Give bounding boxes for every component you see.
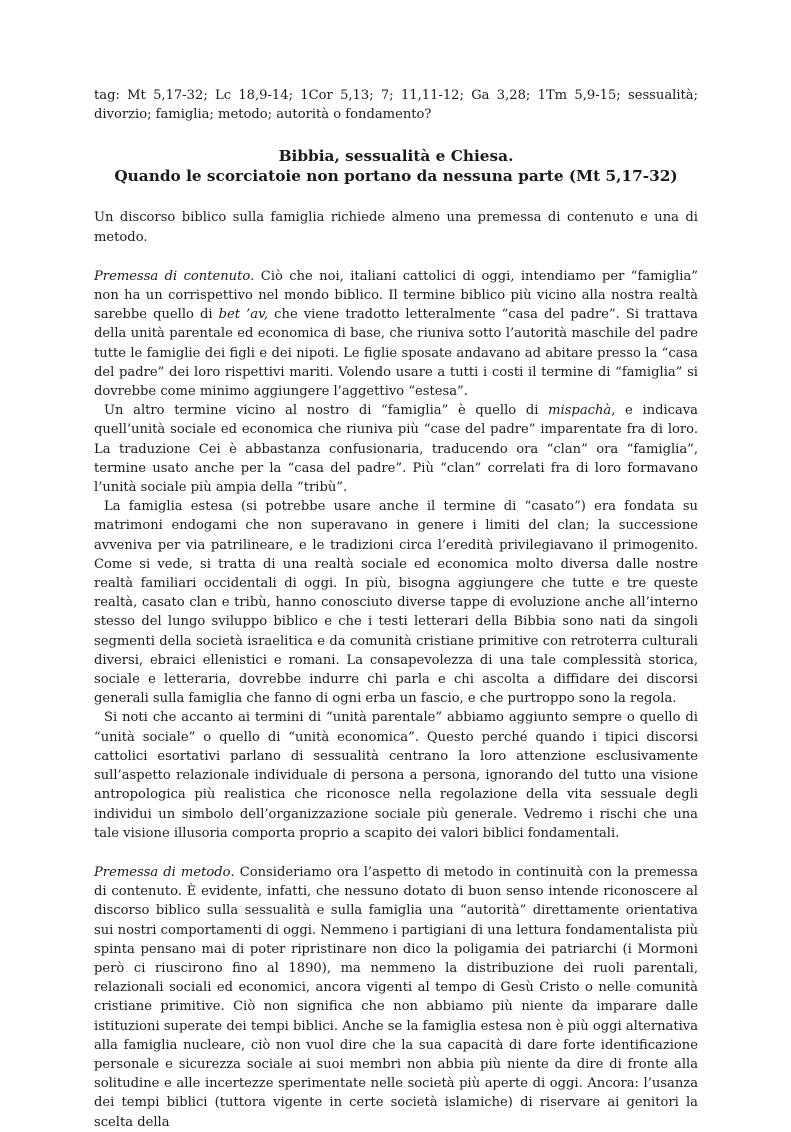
term-mispacha: mispachà bbox=[548, 403, 612, 419]
term-bet-av: bet ’av, bbox=[218, 307, 269, 323]
metodo-heading: Premessa di metodo bbox=[94, 864, 231, 880]
contenuto-paragraph-3: La famiglia estesa (si potrebbe usare anche il termine di “casato”) era fondata su matrimoni endogami che non superavano in genere i limiti del clan; la successione avveniva per via patrilineare, e le tradizioni circa l’eredità privilegiavano il primogenito. Come si vede, si tratta di una realtà sociale ed economica molto diversa dalle nostre realtà familiari occidentali di oggi. In più, bisogna aggiungere che tutte e tre queste realtà, casato clan e tribù, hanno conosciuto diverse tappe di evoluzione anche all’interno stesso del lungo sviluppo biblico e che i testi letterari della Bibbia sono nati da singoli segmenti della società israelitica e da comunità cristiane primitive con retroterra culturali diversi, ebraici ellenistici e romani. La consapevolezza di una tale complessità storica, sociale e letteraria, dovrebbe indurre chi parla e chi ascolta a diffidare dei discorsi generali sulla famiglia che fanno di ogni erba un fascio, e che purtroppo sono la regola. bbox=[94, 499, 698, 707]
title-line-1: Bibbia, sessualità e Chiesa. bbox=[278, 147, 514, 166]
contenuto-paragraph-2: Un altro termine vicino al nostro di “famiglia” è quello di mispachà, e indicava quell’unità sociale ed economica che riuniva più “case del padre” imparentate fra di loro. La traduzione Cei è abbastanza confusionaria, traducendo ora “clan” ora “famiglia”, termine usato anche per la “casa del padre”. Più “clan” correlati fra di loro formavano l’unità sociale più ampia della “tribù”. bbox=[94, 403, 698, 496]
tags-line: tag: Mt 5,17-32; Lc 18,9-14; 1Cor 5,13; 7; 11,11-12; Ga 3,28; 1Tm 5,9-15; sessualità; divorzio; famiglia; metodo; autorità o fondamento? bbox=[94, 88, 698, 123]
document-page bbox=[94, 86, 698, 1132]
contenuto-paragraph-1: Premessa di contenuto. Ciò che noi, italiani cattolici di oggi, intendiamo per “famiglia” non ha un corrispettivo nel mondo biblico. Il termine biblico più vicino alla nostra realtà sarebbe quello di bet ’av, che viene tradotto letteralmente “casa del padre”. Si trattava della unità parentale ed economica di base, che riuniva sotto l’autorità maschile del padre tutte le famiglie dei figli e dei nipoti. Le figlie sposate andavano ad abitare presso la “casa del padre” dei loro rispettivi mariti. Volendo usare a tutti i costi il termine di “famiglia” si dovrebbe come minimo aggiungere l’aggettivo “estesa”. bbox=[94, 268, 698, 400]
title-line-2: Quando le scorciatoie non portano da nessuna parte (Mt 5,17-32) bbox=[114, 167, 678, 186]
page-title bbox=[94, 146, 698, 186]
intro-paragraph: Un discorso biblico sulla famiglia richiede almeno una premessa di contenuto e una di metodo. bbox=[94, 210, 698, 245]
metodo-paragraph-1: Premessa di metodo. Consideriamo ora l’aspetto di metodo in continuità con la premessa di contenuto. È evidente, infatti, che nessuno dotato di buon senso intende riconoscere al discorso biblico sulla sessualità e sulla famiglia una “autorità” direttamente orientativa sui nostri comportamenti di oggi. Nemmeno i partigiani di una lettura fondamentalista più spinta pensano mai di poter ripristinare non dico la poligamia dei patriarchi (i Mormoni però ci riuscirono fino al 1890), ma nemmeno la distribuzione dei ruoli parentali, relazionali sociali ed economici, ancora vigenti al tempo di Gesù Cristo o nelle comunità cristiane primitive. Ciò non significa che non abbiamo più niente da imparare dalle istituzioni superate dei tempi biblici. Anche se la famiglia estesa non è più oggi alternativa alla famiglia nucleare, ciò non vuol dire che la sua capacità di dare forte identificazione personale e sicurezza sociale ai suoi membri non abbia più niente da dire di fronte alla solitudine e alle incertezze sperimentate nelle società più aperte di oggi. Ancora: l’usanza dei tempi biblici (tuttora vigente in certe società islamiche) di riservare ai genitori la scelta della bbox=[94, 864, 698, 1130]
contenuto-paragraph-4: Si noti che accanto ai termini di “unità parentale” abbiamo aggiunto sempre o quello di “unità sociale” o quello di “unità economica”. Questo perché quando i tipici discorsi cattolici esortativi parlano di sessualità centrano la loro attenzione esclusivamente sull’aspetto relazionale individuale di persona a persona, ignorando del tutto una visione antropologica più realistica che riconosce nella regolazione della vita sessuale degli individui un simbolo dell’organizzazione sociale più generale. Vedremo i rischi che una tale visione illusoria comporta proprio a scapito dei valori biblici fondamentali. bbox=[94, 710, 698, 841]
contenuto-heading: Premessa di contenuto bbox=[94, 268, 251, 284]
